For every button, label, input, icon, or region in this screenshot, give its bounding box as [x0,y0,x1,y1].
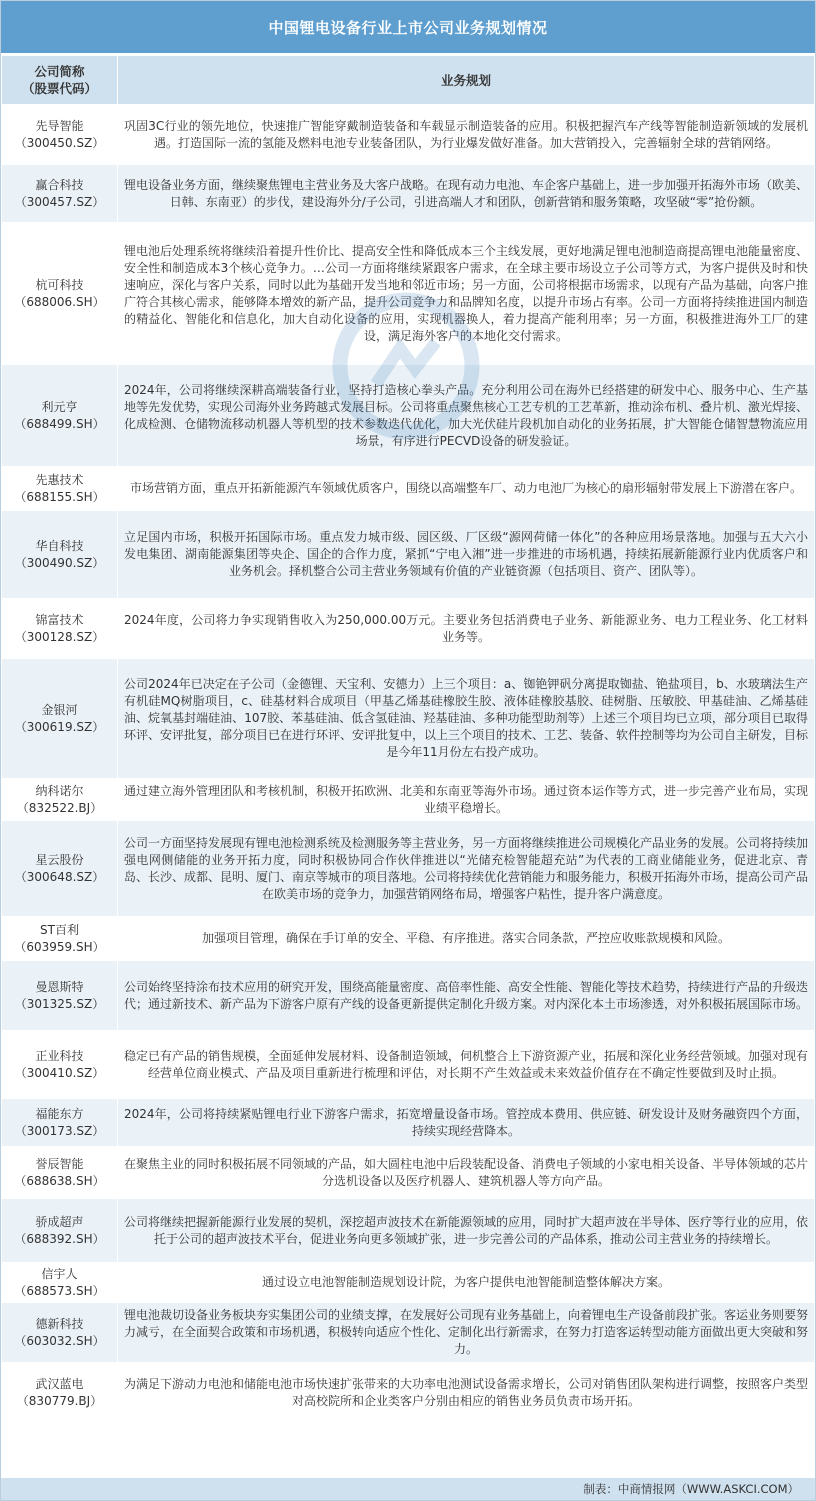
business-plan-cell: 锂电池后处理系统将继续沿着提升性价比、提高安全性和降低成本三个主线发展，更好地满足锂电池制造商提高锂电池能量密度、安全性和制造成本3个核心竞争力。…公司一方面将继续紧跟客户需求，在全球主要市场设立子公司等方式，为客户提供及时和快速响应，深化与客户关系，同时以此为基础开发当地和邻近市场；另一方面，公司将根据市场需求，以现有产品为基础，向客户推广符合其核心需求，能够降本增效的新产品，提升公司竞争力和品牌知名度，以提升市场占有率。公司一方面将持续推进国内制造的精益化、智能化和信息化，加大自动化设备的应用，实现机器换人，着力提高产能利用率；另一方面，积极推进海外工厂的建设，满足海外客户的本地化交付需求。 [118,223,815,365]
header-plan: 业务规划 [118,56,815,105]
business-plan-cell: 在聚焦主业的同时积极拓展不同领域的产品，如大圆柱电池中后段装配设备、消费电子领域的小家电相关设备、半导体领域的芯片分选机设备以及医疗机器人、建筑机器人等方向产品。 [118,1147,815,1199]
table-row [2,821,815,917]
company-name: 星云股份 [35,852,84,867]
company-cell [2,223,118,365]
stock-code: （300450.SZ） [14,135,105,150]
company-cell [2,165,118,223]
company-name: 誉辰智能 [35,1156,84,1171]
company-name: 纳科诺尔 [35,783,84,798]
table-row [2,917,815,961]
business-plan-cell: 通过设立电池智能制造规划设计院，为客户提供电池智能制造整体解决方案。 [118,1263,815,1303]
company-cell [2,1363,118,1423]
company-cell [2,1031,118,1099]
business-plan-cell: 公司始终坚持涂布技术应用的研究开发，围绕高能量密度、高倍率性能、高安全性能、智能化等技术趋势，持续进行产品的升级迭代；通过新技术、新产品为下游客户原有产线的设备更新提供定制化升级方案。对内深化本土市场渗透，对外积极拓展国际市场。 [118,961,815,1031]
stock-code: （688573.SH） [14,1283,105,1298]
company-cell [2,821,118,917]
company-name: 德新科技 [35,1316,84,1331]
table-row [2,1031,815,1099]
company-cell [2,1303,118,1363]
stock-code: （688392.SH） [14,1231,105,1246]
stock-code: （688006.SH） [14,294,105,309]
stock-code: （300619.SZ） [14,719,105,734]
company-name: 骄成超声 [35,1214,84,1229]
business-plan-cell: 2024年，公司将继续深耕高端装备行业，坚持打造核心拳头产品。充分利用公司在海外已经搭建的研发中心、服务中心、生产基地等先发优势，实现公司海外业务跨越式发展目标。公司将重点聚焦核心工艺专机的工艺革新，推动涂布机、叠片机、激光焊接、化成检测、仓储物流移动机器人等机型的技术参数迭代优化，加大光伏硅片段机加自动化的业务拓展，扩大智能仓储智慧物流应用场景，有序进行PECVD设备的研发验证。 [118,365,815,467]
stock-code: （688638.SH） [14,1173,105,1188]
company-name: 先导智能 [35,118,84,133]
stock-code: （603032.SH） [14,1333,105,1348]
company-name: 赢合科技 [35,177,84,192]
business-plan-cell: 2024年，公司将持续紧贴锂电行业下游客户需求，拓宽增量设备市场。管控成本费用、供应链、研发设计及财务融资四个方面，持续实现经营降本。 [118,1099,815,1147]
business-plan-cell: 巩固3C行业的领先地位，快速推广智能穿戴制造装备和车载显示制造装备的应用。积极把握汽车产线等智能制造新领域的发展机遇。打造国际一流的氢能及燃料电池专业装备团队，为行业爆发做好准备。加大营销投入，完善辐射全球的营销网络。 [118,105,815,165]
company-cell [2,1263,118,1303]
table-row [2,599,815,659]
business-plan-cell: 稳定已有产品的销售规模，全面延伸发展材料、设备制造领域，伺机整合上下游资源产业，拓展和深化业务经营领域。加强对现有经营单位商业模式、产品及项目重新进行梳理和评估，对长期不产生效益或未来效益价值存在不确定性要做到及时止损。 [118,1031,815,1099]
company-name: 福能东方 [35,1106,84,1121]
table-row [2,1147,815,1199]
company-name: 正业科技 [35,1048,84,1063]
stock-code: （300128.SZ） [14,629,105,644]
company-name: 曼恩斯特 [35,979,84,994]
company-cell [2,599,118,659]
footer-source: 制表：中商情报网（WWW.ASKCI.COM） [1,1478,815,1500]
table-row [2,961,815,1031]
company-name: ST百利 [40,922,79,937]
business-plan-table [1,55,815,1423]
company-cell [2,917,118,961]
stock-code: （300410.SZ） [14,1065,105,1080]
table-row [2,365,815,467]
table-row [2,1303,815,1363]
business-plan-cell: 为满足下游动力电池和储能电池市场快速扩张带来的大功率电池测试设备需求增长，公司对销售团队架构进行调整，按照客户类型对高校院所和企业类客户分别由相应的销售业务员负责市场开拓。 [118,1363,815,1423]
stock-code: （832522.BJ） [16,800,103,815]
business-plan-cell: 加强项目管理，确保在手订单的安全、平稳、有序推进。落实合同条款，严控应收账款规模和风险。 [118,917,815,961]
stock-code: （300648.SZ） [14,869,105,884]
business-plan-cell: 2024年度，公司将力争实现销售收入为250,000.00万元。主要业务包括消费电子业务、新能源业务、电力工程业务、化工材料业务等。 [118,599,815,659]
business-plan-cell: 公司一方面坚持发展现有锂电池检测系统及检测服务等主营业务，另一方面将继续推进公司规模化产品业务的发展。公司将持续加强电网侧储能的业务开拓力度，同时积极协同合作伙伴推进以“光储充检智能超充站”为代表的工商业储能业务，促进北京、青岛、长沙、成都、昆明、厦门、南京等城市的项目落地。公司将持续优化营销能力和服务能力，积极开拓海外市场，提高公司产品在欧美市场的竞争力，加强营销网络布局，增强客户粘性，提升客户满意度。 [118,821,815,917]
stock-code: （830779.BJ） [16,1393,103,1408]
stock-code: （603959.SH） [14,939,105,954]
company-cell [2,105,118,165]
company-cell [2,1199,118,1263]
stock-code: （300173.SZ） [14,1123,105,1138]
table-row [2,779,815,821]
business-plan-cell: 立足国内市场，积极开拓国际市场。重点发力城市级、园区级、厂区级“源网荷储一体化”的各种应用场景落地。加强与五大六小发电集团、湖南能源集团等央企、国企的合作力度，紧抓“宁电入湘”进一步推进的市场机遇，持续拓展新能源行业内优质客户和业务机会。择机整合公司主营业务领域有价值的产业链资源（包括项目、资产、团队等）。 [118,511,815,599]
company-cell [2,467,118,511]
business-plan-cell: 通过建立海外管理团队和考核机制，积极开拓欧洲、北美和东南亚等海外市场。通过资本运作等方式，进一步完善产业布局，实现业绩平稳增长。 [118,779,815,821]
table-row [2,1263,815,1303]
table-row [2,1199,815,1263]
table-body [2,105,815,1423]
stock-code: （300490.SZ） [14,555,105,570]
stock-code: （301325.SZ） [14,996,105,1011]
business-plan-cell: 市场营销方面，重点开拓新能源汽车领域优质客户，围绕以高端整车厂、动力电池厂为核心的扇形辐射带发展上下游潜在客户。 [118,467,815,511]
business-plan-cell: 公司将继续把握新能源行业发展的契机，深挖超声波技术在新能源领域的应用，同时扩大超声波在半导体、医疗等行业的应用，依托于公司的超声波技术平台，促进业务向更多领域扩张，进一步完善公司的产品体系，推动公司主营业务的持续增长。 [118,1199,815,1263]
company-name: 利元亨 [41,399,78,414]
table-row [2,165,815,223]
page-title: 中国锂电设备行业上市公司业务规划情况 [1,1,815,55]
company-cell [2,511,118,599]
business-plan-cell: 锂电池裁切设备业务板块夯实集团公司的业绩支撑，在发展好公司现有业务基础上，向着锂电生产设备前段扩张。客运业务则要努力减亏，在全面契合政策和市场机遇，积极转向适应个性化、定制化出行新需求，在努力打造客运转型动能方面做出更大突破和努力。 [118,1303,815,1363]
table-row [2,1099,815,1147]
stock-code: （300457.SZ） [14,194,105,209]
company-cell [2,1099,118,1147]
company-cell [2,961,118,1031]
table-row [2,223,815,365]
table-row [2,105,815,165]
header-company-line1: 公司简称 [34,64,85,79]
business-plan-cell: 锂电设备业务方面，继续聚焦锂电主营业务及大客户战略。在现有动力电池、车企客户基础上，进一步加强开拓海外市场（欧美、日韩、东南亚）的步伐，建设海外分/子公司，引进高端人才和团队，创新营销和服务策略，攻坚破“零”抢份额。 [118,165,815,223]
company-name: 金银河 [41,702,78,717]
company-cell [2,365,118,467]
table-row [2,1363,815,1423]
company-cell [2,659,118,779]
company-name: 锦富技术 [35,612,84,627]
company-cell [2,1147,118,1199]
header-company [2,56,118,105]
business-plan-cell: 公司2024年已决定在子公司（金德锂、天宝利、安德力）上三个项目：a、铷铯钾矾分离提取铷盐、铯盐项目，b、水玻璃法生产有机硅MQ树脂项目，c、硅基材料合成项目（甲基乙烯基硅橡胶生胶、液体硅橡胶基胶、硅树脂、压敏胶、甲基硅油、乙烯基硅油、烷氧基封端硅油、107胶、苯基硅油、低含氢硅油、羟基硅油、多种功能型助剂等）上述三个项目均已立项，部分项目已取得环评、安评批复，部分项目已在进行环评、安评批复中，以上三个项目的技术、工艺、装备、软件控制等均为公司自主研发，目标是今年11月份左右投产成功。 [118,659,815,779]
table-row [2,659,815,779]
stock-code: （688155.SH） [14,489,105,504]
company-name: 武汉蓝电 [35,1376,84,1391]
table-row [2,467,815,511]
header-company-line2: （股票代码） [21,81,97,96]
company-cell [2,779,118,821]
stock-code: （688499.SH） [14,416,105,431]
company-name: 先惠技术 [35,472,84,487]
company-name: 华自科技 [35,538,84,553]
company-name: 信宇人 [41,1266,78,1281]
company-name: 杭可科技 [35,277,84,292]
table-header-row [2,56,815,105]
table-row [2,511,815,599]
